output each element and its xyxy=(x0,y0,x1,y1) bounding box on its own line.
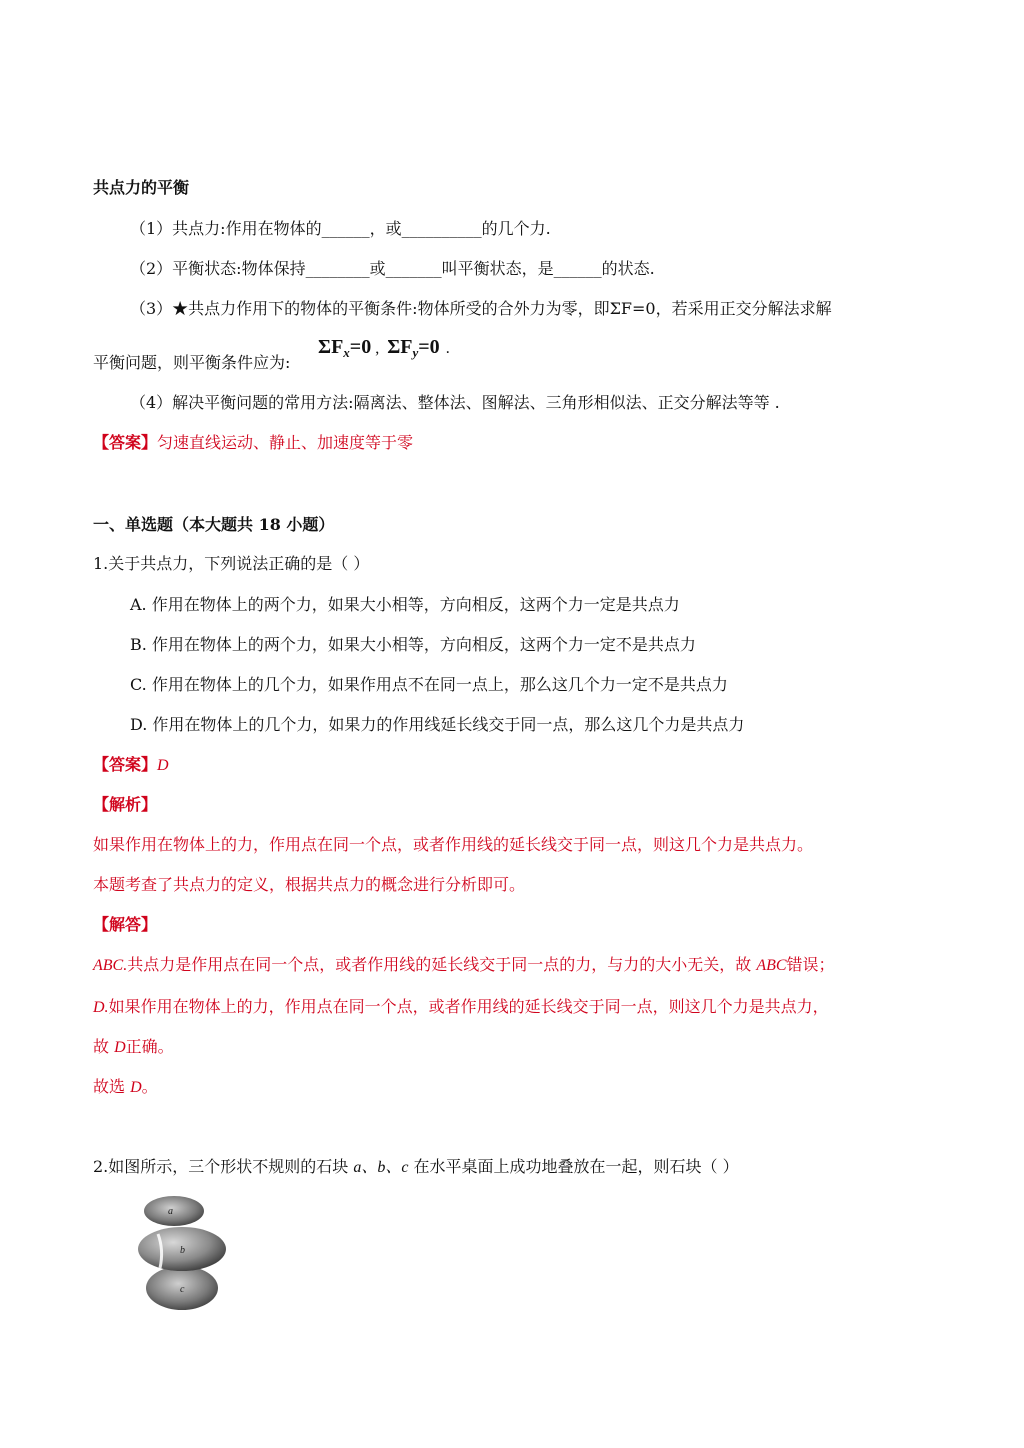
balance-formula: $\Sigma F_x=0$ , $\Sigma F_y=0$ . xyxy=(318,336,450,360)
q1-solution-line-4: 故选 D。 xyxy=(93,1077,158,1096)
answer-text: 匀速直线运动、静止、加速度等于零 xyxy=(157,433,414,452)
q1-solution-line-3: 故 D正确。 xyxy=(93,1037,174,1056)
q1-solution-line-2: D.如果作用在物体上的力，作用点在同一个点，或者作用线的延长线交于同一点，则这几个力是共点力， xyxy=(93,997,829,1016)
formula-fx: $\Sigma F_x=0$ xyxy=(318,336,372,360)
answer-block-0 xyxy=(93,430,413,453)
q1-answer xyxy=(93,752,169,775)
point-3-cont: 平衡问题，则平衡条件应为: xyxy=(93,353,291,372)
q1-option-c: C. 作用在物体上的几个力，如果作用点不在同一点上，那么这几个力一定不是共点力 xyxy=(130,675,728,694)
section-title: 共点力的平衡 xyxy=(93,178,190,197)
formula-fy: $\Sigma F_y=0$ xyxy=(387,336,440,360)
q1-analysis-label: 【解析】 xyxy=(93,795,158,814)
point-1: （1）共点力:作用在物体的______，或__________的几个力. xyxy=(130,219,551,238)
q1-answer-value: D xyxy=(157,757,169,774)
stone-a xyxy=(144,1196,204,1226)
q1-option-d: D. 作用在物体上的几个力，如果力的作用线延长线交于同一点，那么这几个力是共点力 xyxy=(130,715,745,734)
stone-label-b: b xyxy=(180,1245,185,1256)
q1-solution-label: 【解答】 xyxy=(93,915,158,934)
answer-label: 【答案】 xyxy=(93,433,158,452)
q2-stem: 2.如图所示，三个形状不规则的石块 a、b、c 在水平桌面上成功地叠放在一起，则石块（ ） xyxy=(93,1157,739,1176)
part-title: 一、单选题（本大题共 18 小题） xyxy=(93,515,335,534)
q1-analysis-line-2: 本题考查了共点力的定义，根据共点力的概念进行分析即可。 xyxy=(93,875,526,894)
point-4: （4）解决平衡问题的常用方法:隔离法、整体法、图解法、三角形相似法、正交分解法等等 . xyxy=(130,393,780,412)
stone-label-a: a xyxy=(168,1206,173,1217)
q1-analysis-line-1: 如果作用在物体上的力，作用点在同一个点，或者作用线的延长线交于同一点，则这几个力是共点力。 xyxy=(93,835,814,854)
q1-answer-label: 【答案】 xyxy=(93,755,158,774)
q1-stem: 1.关于共点力，下列说法正确的是（ ） xyxy=(93,554,370,573)
q1-option-a: A. 作用在物体上的两个力，如果大小相等，方向相反，这两个力一定是共点力 xyxy=(130,595,680,614)
stacked-stones-image xyxy=(130,1190,230,1314)
point-2: （2）平衡状态:物体保持________或_______叫平衡状态，是______的状态. xyxy=(130,259,655,278)
stone-label-c: c xyxy=(180,1284,185,1295)
point-3: （3）★共点力作用下的物体的平衡条件:物体所受的合外力为零，即ΣF=0，若采用正交分解法求解 xyxy=(130,299,832,318)
q1-option-b: B. 作用在物体上的两个力，如果大小相等，方向相反，这两个力一定不是共点力 xyxy=(130,635,696,654)
q1-solution-line-1: ABC.共点力是作用点在同一个点，或者作用线的延长线交于同一点的力，与力的大小无关，故 ABC错误； xyxy=(93,955,835,974)
